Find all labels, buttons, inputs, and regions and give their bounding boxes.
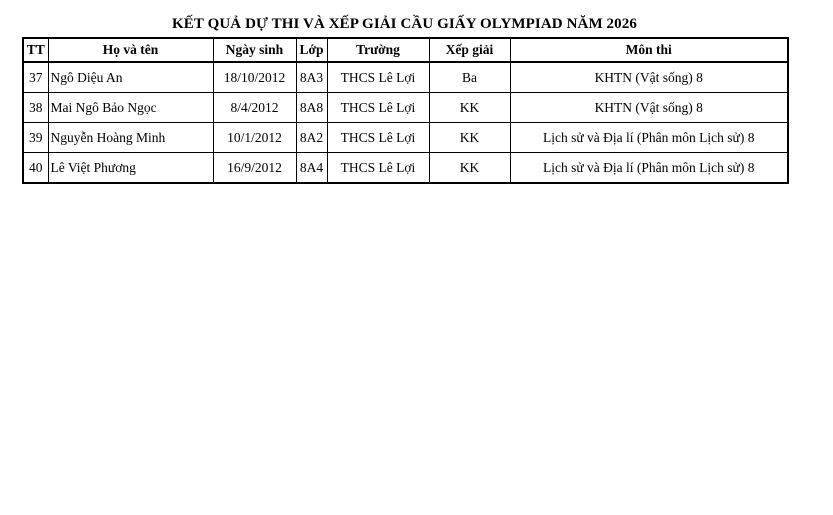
table-row	[23, 62, 788, 93]
cell-school: THCS Lê Lợi	[327, 123, 429, 153]
cell-name: Nguyễn Hoàng Minh	[48, 123, 213, 153]
results-table	[22, 37, 789, 184]
cell-name: Lê Việt Phương	[48, 153, 213, 184]
table-row	[23, 153, 788, 184]
column-header-class: Lớp	[296, 38, 327, 62]
column-header-tt: TT	[23, 38, 48, 62]
cell-class: 8A2	[296, 123, 327, 153]
cell-subject: Lịch sử và Địa lí (Phân môn Lịch sử) 8	[510, 123, 788, 153]
cell-tt: 38	[23, 93, 48, 123]
cell-dob: 16/9/2012	[213, 153, 296, 184]
table-row	[23, 93, 788, 123]
column-header-subject: Môn thi	[510, 38, 788, 62]
cell-subject: Lịch sử và Địa lí (Phân môn Lịch sử) 8	[510, 153, 788, 184]
cell-tt: 40	[23, 153, 48, 184]
cell-school: THCS Lê Lợi	[327, 93, 429, 123]
cell-dob: 8/4/2012	[213, 93, 296, 123]
cell-award: KK	[429, 93, 510, 123]
cell-school: THCS Lê Lợi	[327, 153, 429, 184]
cell-class: 8A8	[296, 93, 327, 123]
cell-award: KK	[429, 123, 510, 153]
cell-subject: KHTN (Vật sống) 8	[510, 62, 788, 93]
cell-name: Ngô Diệu An	[48, 62, 213, 93]
cell-subject: KHTN (Vật sống) 8	[510, 93, 788, 123]
cell-dob: 18/10/2012	[213, 62, 296, 93]
cell-school: THCS Lê Lợi	[327, 62, 429, 93]
table-header-row	[23, 38, 788, 62]
cell-tt: 37	[23, 62, 48, 93]
column-header-school: Trường	[327, 38, 429, 62]
page-title: KẾT QUẢ DỰ THI VÀ XẾP GIẢI CẦU GIẤY OLYMPIAD NĂM 2026	[172, 16, 637, 32]
column-header-dob: Ngày sinh	[213, 38, 296, 62]
cell-dob: 10/1/2012	[213, 123, 296, 153]
cell-award: Ba	[429, 62, 510, 93]
table-row	[23, 123, 788, 153]
cell-name: Mai Ngô Bảo Ngọc	[48, 93, 213, 123]
cell-class: 8A3	[296, 62, 327, 93]
cell-award: KK	[429, 153, 510, 184]
column-header-name: Họ và tên	[48, 38, 213, 62]
column-header-award: Xếp giải	[429, 38, 510, 62]
cell-class: 8A4	[296, 153, 327, 184]
cell-tt: 39	[23, 123, 48, 153]
